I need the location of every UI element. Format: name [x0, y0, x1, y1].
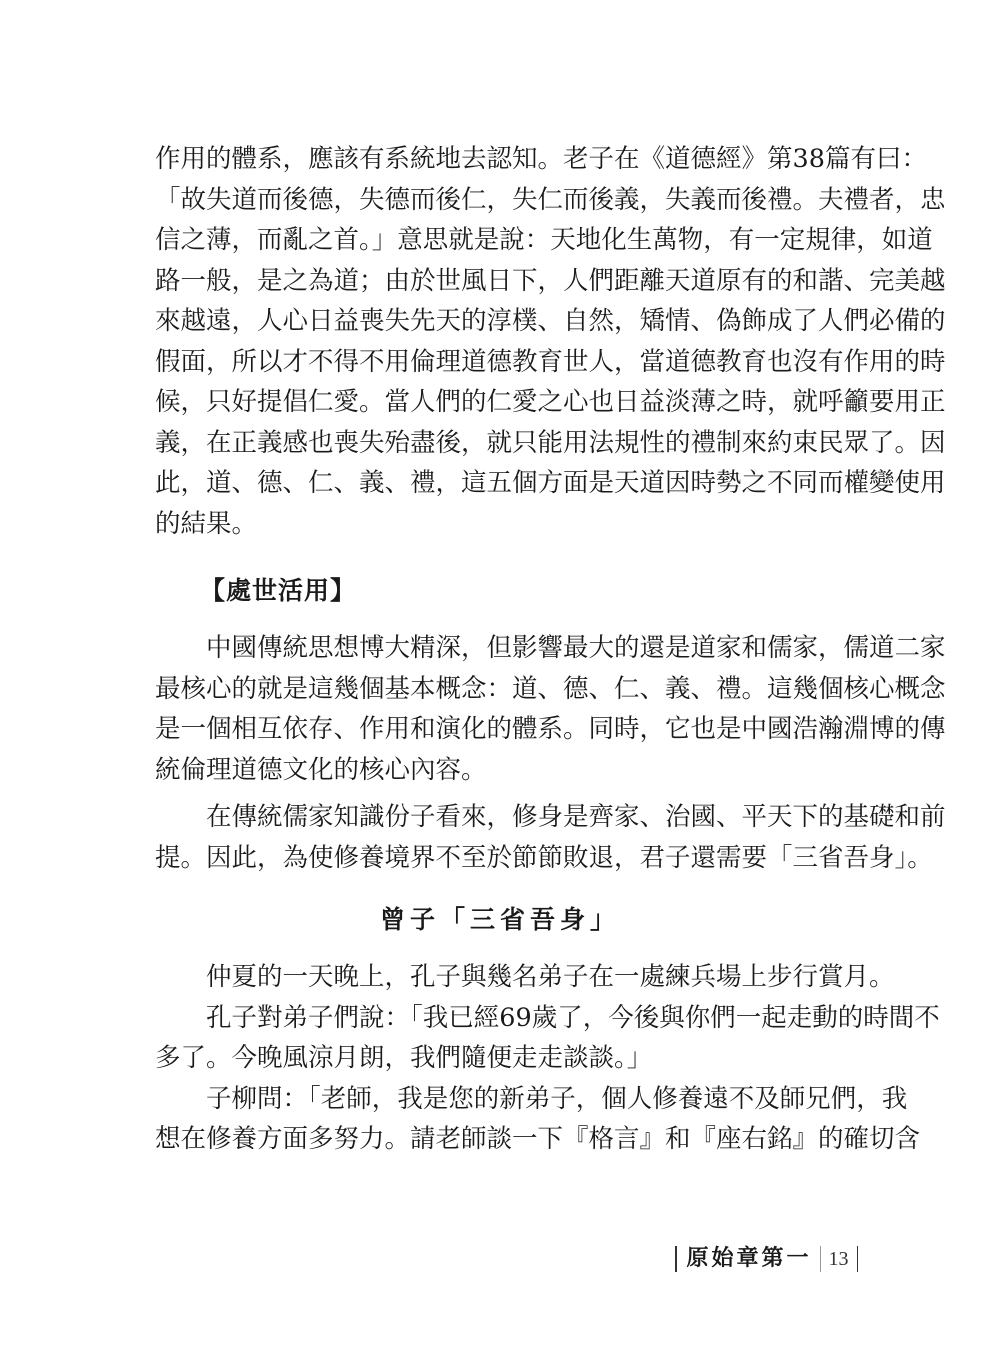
footer-divider [857, 1246, 859, 1272]
text-line: 提。因此，為使修養境界不至於節節敗退，君子還需要「三省吾身」。 [155, 842, 933, 873]
chapter-title: 原始章第一 [686, 1246, 812, 1271]
text-line: 子柳問：「老師，我是您的新弟子，個人修養遠不及師兄們，我 [206, 1083, 908, 1114]
text-line: 最核心的就是這幾個基本概念：道、德、仁、義、禮。這幾個核心概念 [155, 673, 946, 704]
text-line: 路一般，是之為道；由於世風日下，人們距離天道原有的和諧、完美越 [155, 265, 946, 296]
section-heading: 【處世活用】 [200, 576, 357, 605]
page-footer [675, 1244, 858, 1274]
story-title: 曾子「三省吾身」 [379, 905, 620, 934]
text-line: 「故失道而後德，失德而後仁，失仁而後義，失義而後禮。夫禮者，忠 [155, 184, 946, 215]
text-line: 在傳統儒家知識份子看來，修身是齊家、治國、平天下的基礎和前 [206, 802, 946, 832]
text-line: 假面，所以才不得不用倫理道德教育世人，當道德教育也沒有作用的時 [155, 346, 946, 377]
text-line: 是一個相互依存、作用和演化的體系。同時，它也是中國浩瀚淵博的傳 [155, 714, 946, 744]
text-line: 中國傳統思想博大精深，但影響最大的還是道家和儒家，儒道二家 [206, 633, 946, 663]
text-line: 多了。今晚風涼月朗，我們隨便走走談談。」 [155, 1043, 653, 1073]
text-line: 此，道、德、仁、義、禮，這五個方面是天道因時勢之不同而權變使用 [155, 468, 946, 498]
text-line: 的結果。 [155, 508, 258, 539]
text-line: 孔子對弟子們說：「我已經69歲了，今後與你們一起走動的時間不 [206, 1002, 940, 1033]
text-line: 仲夏的一天晚上，孔子與幾名弟子在一處練兵場上步行賞月。 [206, 962, 895, 992]
cultivation-paragraph [155, 797, 946, 878]
text-line: 信之薄，而亂之首。」意思就是說：天地化生萬物，有一定規律，如道 [155, 225, 933, 255]
text-line: 候，只好提倡仁愛。當人們的仁愛之心也日益淡薄之時，就呼籲要用正 [155, 387, 946, 417]
story-paragraphs [155, 957, 940, 1160]
page-number: 13 [828, 1248, 849, 1270]
core-concepts-paragraph [155, 628, 946, 790]
text-line: 想在修養方面多努力。請老師談一下『格言』和『座右銘』的確切含 [155, 1124, 921, 1154]
text-line: 來越遠，人心日益喪失先天的淳樸、自然，矯情、偽飾成了人們必備的 [155, 306, 946, 336]
text-line: 義，在正義感也喪失殆盡後，就只能用法規性的禮制來約束民眾了。因 [155, 427, 946, 458]
text-line: 作用的體系，應該有系統地去認知。老子在《道德經》第38篇有曰： [155, 144, 927, 174]
text-line: 統倫理道德文化的核心內容。 [155, 754, 487, 785]
intro-paragraph [155, 139, 946, 544]
